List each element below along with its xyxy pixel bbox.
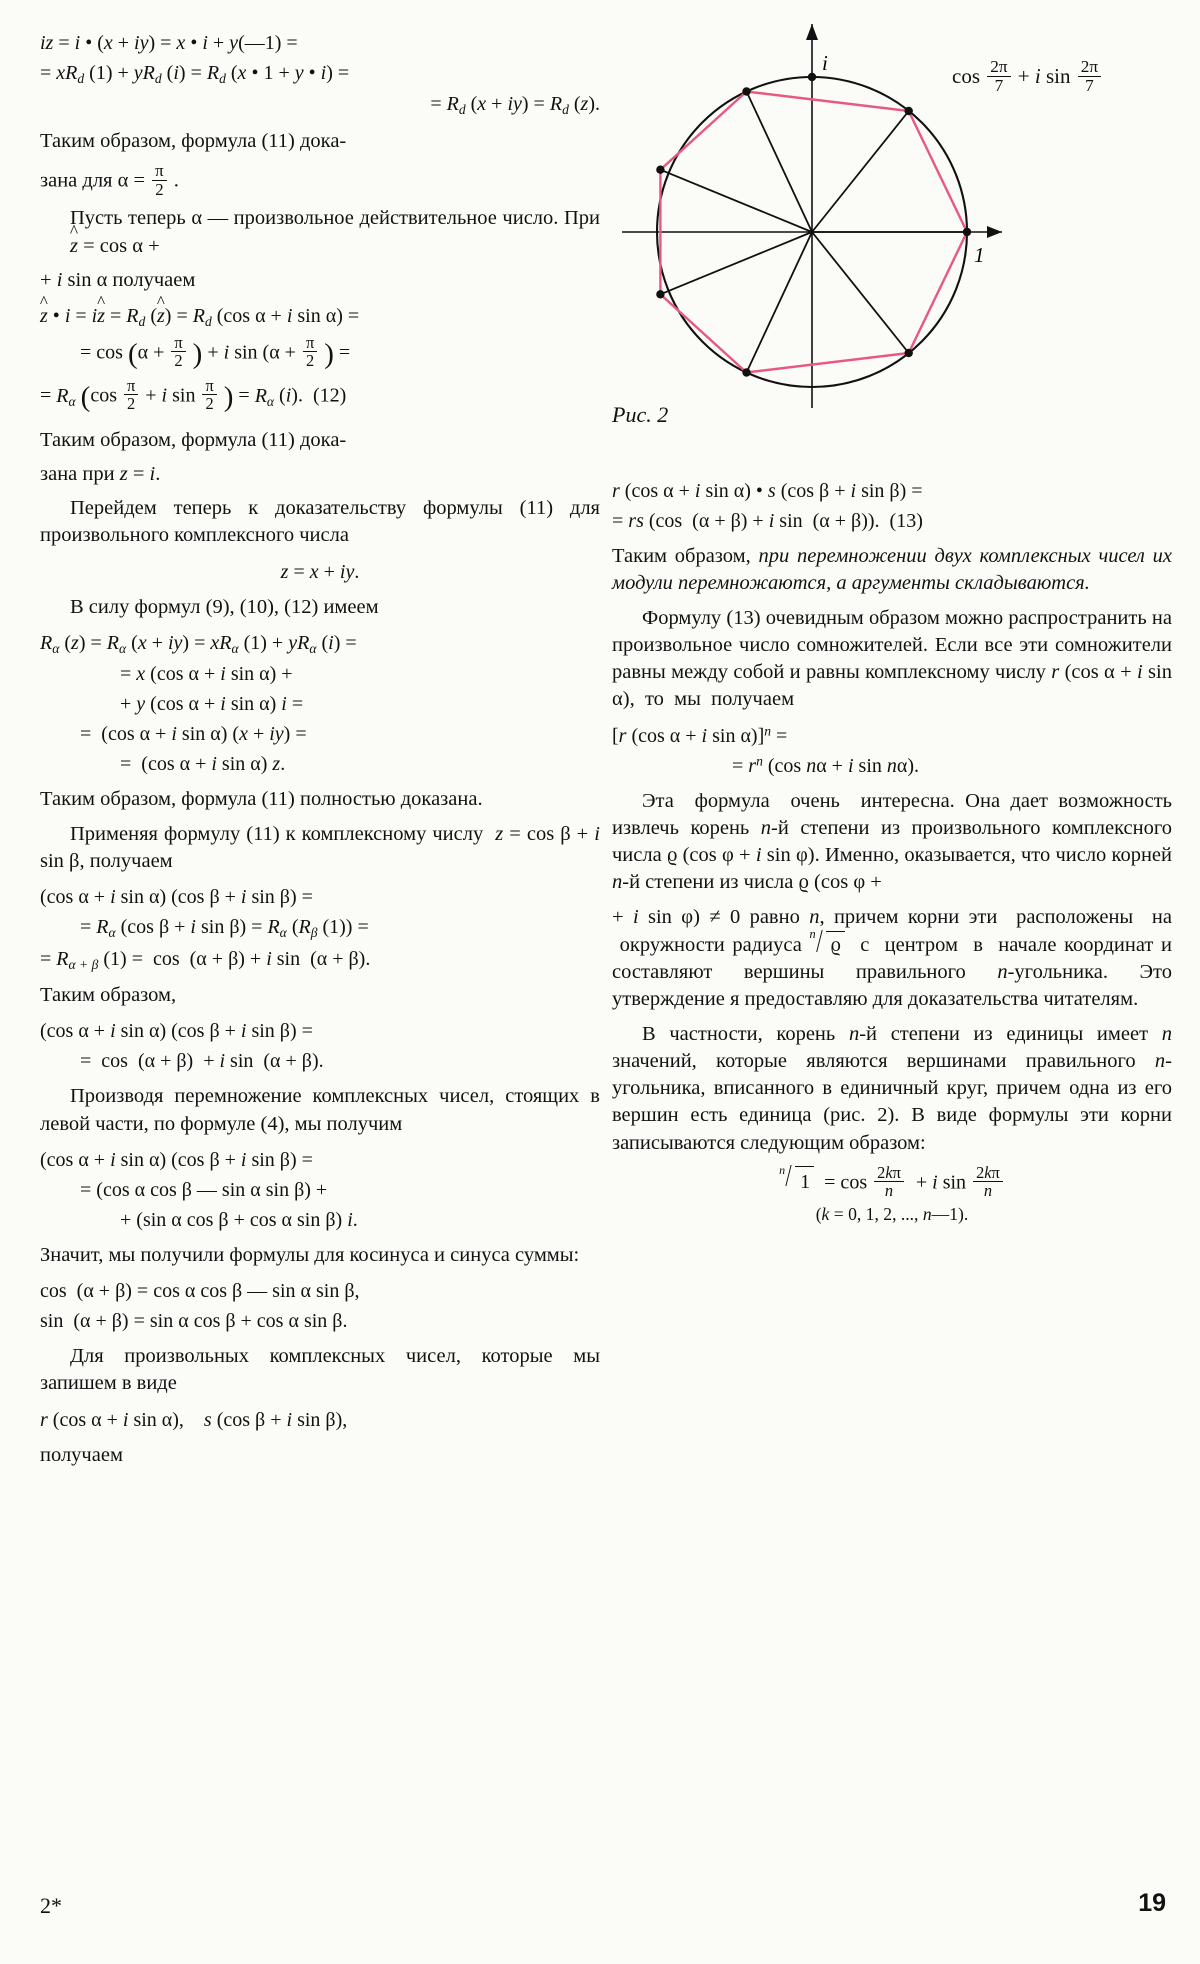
math-line: + y (cos α + i sin α) i = [120, 693, 304, 716]
paragraph: + i sin α получаем [40, 268, 196, 291]
math-block [612, 721, 1172, 781]
math-block [40, 301, 600, 419]
paragraph: Формулу (13) очевидным образом можно распространить на произвольное число сомножителей. Если все эти сомножители равны между собой и равны комплексному числу r (cos α + i sin α), то мы получаем [612, 606, 1172, 711]
left-text-column [40, 22, 600, 1476]
math-line: = rs (cos (α + β) + i sin (α + β)). (13) [612, 510, 923, 532]
figure-formula: cos $\frac{2\pi}{7}$ + i sin $\frac{2\pi}{7}$ [952, 58, 1103, 95]
paragraph: Таким образом, формула (11) дока- [40, 129, 347, 152]
math-line: z = x + iy. [280, 560, 360, 583]
paragraph: Таким образом, при перемножении двух комплексных чисел их модули перемножаются, а аргументы складываются. [612, 545, 1172, 595]
paragraph: Значит, мы получили формулы для косинуса и синуса суммы: [40, 1243, 580, 1266]
paragraph: В частности, корень n-й степени из единицы имеет n значений, которые являются вершинами правильного n-угольника, вписанного в единичный круг, причем одна из его вершин есть единица (рис. 2). В виде формулы эти корни записываются следующим образом: [612, 1022, 1172, 1154]
math-block [40, 28, 600, 121]
math-block [40, 628, 600, 779]
paragraph: получаем [40, 1443, 123, 1466]
paragraph: Таким образом, [40, 984, 177, 1007]
math-block [40, 1016, 600, 1076]
paragraph: Производя перемножение комплексных чисел, стоящих в левой части, по формуле (4), мы получим [40, 1085, 600, 1135]
math-line: = $R_{\alpha + \beta}$ (1) = cos (α + β) + i sin (α + β). [40, 947, 371, 972]
math-line: (cos α + i sin α) (cos β + i sin β) = [40, 886, 313, 909]
math-block [40, 1145, 600, 1235]
math-line: = $R_\alpha$ (cos $\frac{\pi}{2}$ + i sin $\frac{\pi}{2}$ ) = $R_\alpha$ (i). (12) [40, 376, 347, 414]
math-line: $R_\alpha$ $(z) = R_\alpha$ $(x + iy) = xR_\alpha$ $(1) + yR_\alpha$ (i) = [40, 631, 357, 657]
figure-caption: Рис. 2 [612, 402, 669, 427]
paragraph: Таким образом, формула (11) полностью доказана. [40, 788, 483, 811]
paragraph: Для произвольных комплексных чисел, которые мы запишем в виде [40, 1345, 600, 1395]
paragraph: зана для α = $\frac{\pi}{2}$ . [40, 161, 179, 199]
math-line: r (cos α + i sin α) • s (cos β + i sin β) = [612, 480, 923, 502]
math-line: iz = i • (x + iy) = x • i + y(—1) = [40, 32, 298, 54]
figure-rис-2 [612, 10, 1178, 430]
math-line: = $R_\alpha$ (cos β + i $\sin \beta) = R_\alpha$ ($R_\beta$ (1)) = [80, 916, 369, 941]
math-line: (cos α + i sin α) (cos β + i sin β) = [40, 1020, 313, 1043]
math-block [612, 1164, 1172, 1229]
math-line: = (cos α + i sin α) (x + iy) = [80, 723, 307, 746]
math-block [40, 557, 600, 587]
math-line: n 1 = cos $\frac{2k\pi}{n}$ + i sin $\frac{2k\pi}{n}$ [612, 1164, 1172, 1199]
math-line: + (sin α cos β + cos α sin β) i. [120, 1208, 358, 1231]
math-line: sin (α + β) = sin α cos β + cos α sin β. [40, 1310, 348, 1333]
paragraph: Таким образом, формула (11) дока- [40, 428, 347, 451]
signature-mark: 2* [40, 1893, 62, 1918]
math-line: r (cos α + i sin α), s (cos β + i sin β), [40, 1408, 348, 1431]
page-number: 19 [1138, 1889, 1166, 1917]
imaginary-axis-arrow [806, 24, 818, 40]
math-line: = cos (α + $\frac{\pi}{2}$ ) + i sin (α + $\frac{\pi}{2}$ ) = [80, 332, 351, 370]
math-line: = (cos α + i sin α) z. [120, 753, 286, 776]
math-line: = $r^n$ (cos nα + i sin nα). [732, 752, 920, 777]
math-line: = (cos α cos β — sin α sin β) + [80, 1178, 328, 1201]
math-block [40, 1276, 600, 1336]
math-line: cos (α + β) = cos α cos β — sin α sin β, [40, 1280, 360, 1303]
math-block [40, 1405, 600, 1435]
paragraph: В силу формул (9), (10), (12) имеем [70, 595, 379, 618]
math-line: = x (cos α + i sin α) + [120, 663, 293, 686]
real-axis-label: 1 [974, 243, 985, 267]
math-block [40, 882, 600, 975]
math-line: = $R_d$ $(x + iy) = R_d$ (z). [430, 93, 600, 118]
math-line: = $xR_d$ $(1) + yR_d$ $(i) = R_d$ (x • 1 + y • i) = [40, 62, 350, 87]
vertex-dots [656, 73, 971, 377]
imaginary-axis-label: i [822, 51, 828, 75]
math-line: (cos α + i sin α) (cos β + i sin β) = [40, 1148, 313, 1171]
math-line: (k = 0, 1, 2, ..., n—1). [815, 1204, 969, 1225]
paragraph: Применяя формулу (11) к комплексному числу z = cos β + i sin β, получаем [40, 822, 600, 872]
math-line: = cos (α + β) + i sin (α + β). [80, 1050, 324, 1073]
paragraph: Эта формула очень интересна. Она дает возможность извлечь корень n-й степени из произвольного комплексного числа ϱ (cos φ + i sin φ). Именно, оказывается, что число корней n-й степени из числа ϱ (cos φ + [612, 789, 1172, 894]
math-block [612, 476, 1172, 536]
paragraph: Перейдем теперь к доказательству формулы (11) для произвольного комплексного числа [40, 497, 600, 547]
paragraph: зана при z = i. [40, 462, 161, 485]
paragraph: Пусть теперь α — произвольное действительное число. При z ^ = cos α + [40, 205, 600, 260]
paragraph: + i sin φ) ≠ 0 равно n, причем корни эти расположены на окружности радиуса n ϱ с центром в начале координат и составляют вершины правильного n-угольника. Это утверждение я предоставляю для доказательства читателям. [612, 905, 1172, 1011]
math-line: z ^ • i = iz ^ = $R_d$ (z ^) = $R_d$ (cos α + i sin α) = [40, 301, 600, 332]
right-text-column [612, 470, 1172, 1235]
real-axis-arrow [987, 226, 1002, 238]
math-line: [r (cos α + i sin α)]$^n$ = [612, 722, 788, 747]
